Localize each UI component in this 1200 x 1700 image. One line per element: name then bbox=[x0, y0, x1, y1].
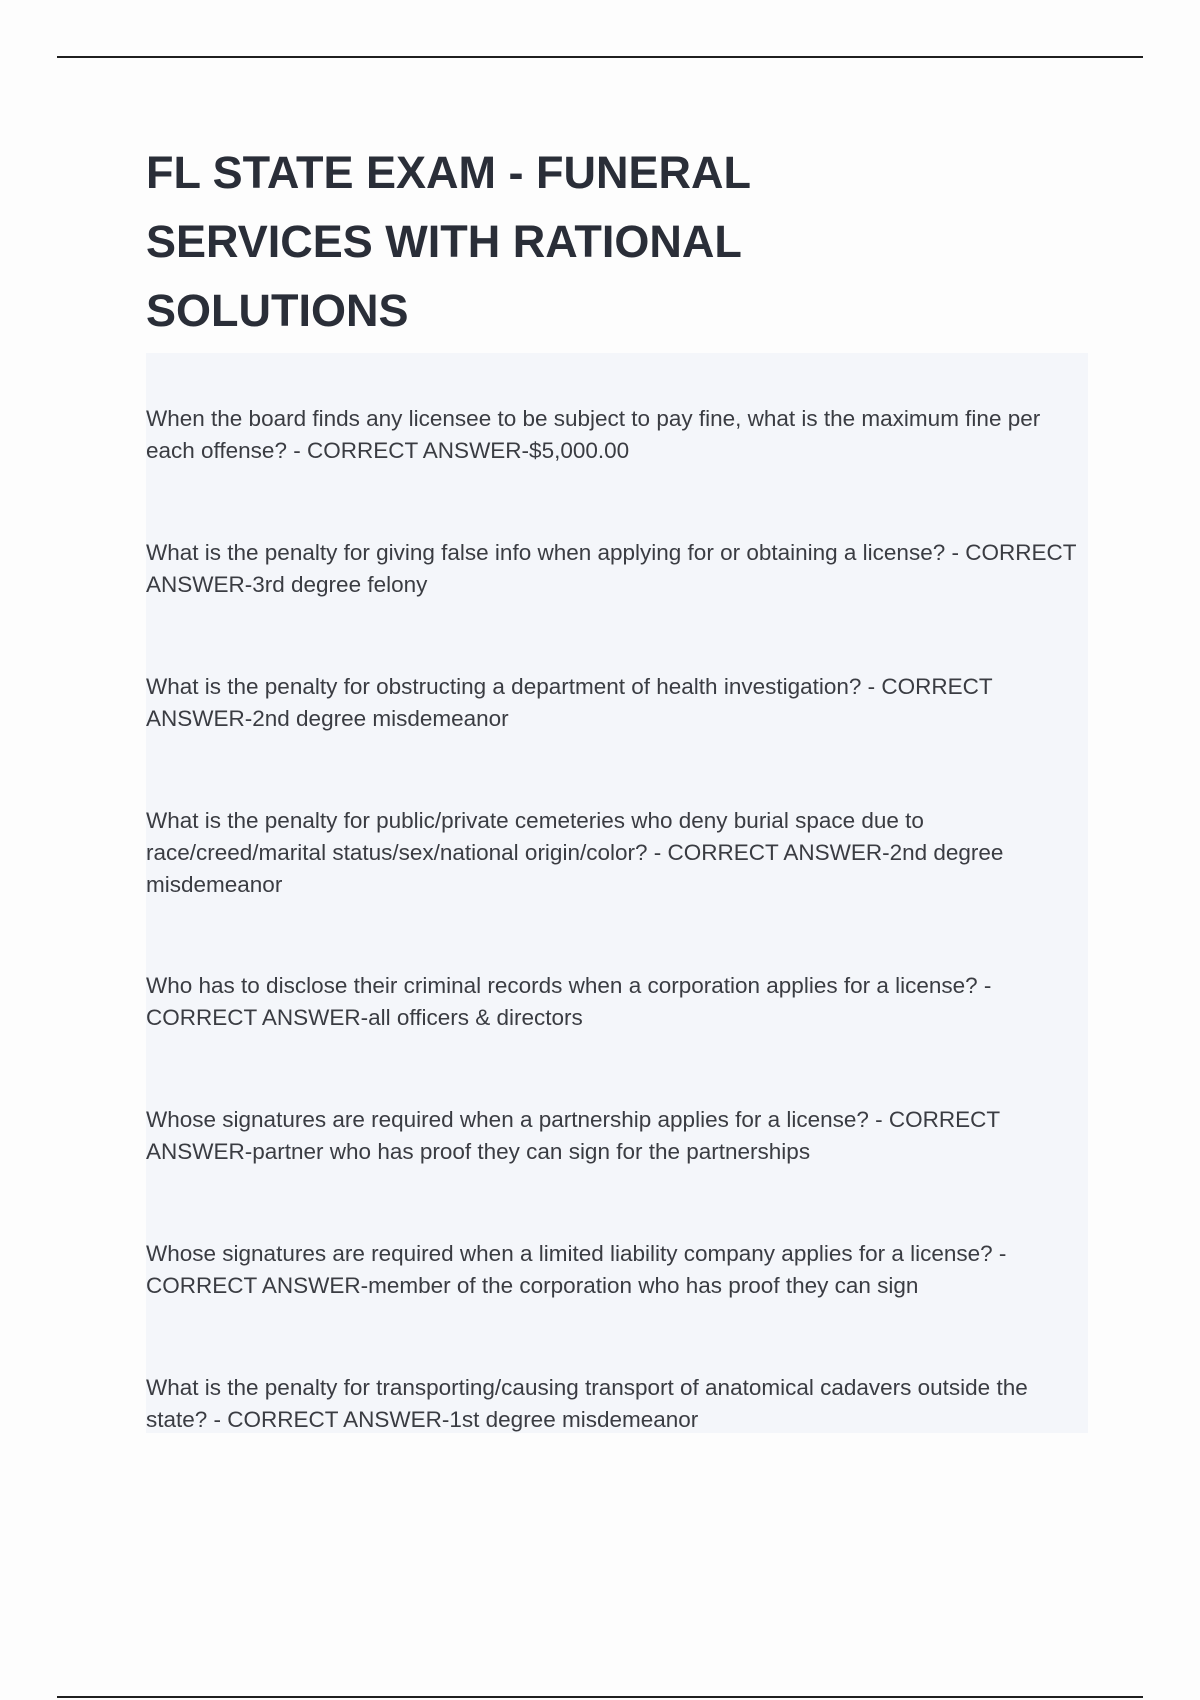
qa-item: What is the penalty for public/private cemeteries who deny burial space due to race/creed/marital status/sex/national origin/color? - CORRECT ANSWER-2nd degree misdemeanor bbox=[146, 808, 1004, 897]
qa-item: What is the penalty for obstructing a department of health investigation? - CORRECT ANSWER-2nd degree misdemeanor bbox=[146, 674, 993, 731]
qa-panel bbox=[146, 353, 1088, 1433]
qa-item: What is the penalty for transporting/causing transport of anatomical cadavers outside the state? - CORRECT ANSWER-1st degree misdemeanor bbox=[146, 1375, 1028, 1432]
qa-item: Whose signatures are required when a partnership applies for a license? - CORRECT ANSWER-partner who has proof they can sign for the partnerships bbox=[146, 1107, 1000, 1164]
qa-item: When the board finds any licensee to be subject to pay fine, what is the maximum fine per each offense? - CORRECT ANSWER-$5,000.00 bbox=[146, 406, 1041, 463]
qa-item: What is the penalty for giving false info when applying for or obtaining a license? - CORRECT ANSWER-3rd degree felony bbox=[146, 540, 1077, 597]
bottom-rule bbox=[57, 1696, 1143, 1698]
top-rule bbox=[57, 56, 1143, 58]
qa-item: Who has to disclose their criminal records when a corporation applies for a license? - CORRECT ANSWER-all officers & directors bbox=[146, 973, 992, 1030]
qa-item: Whose signatures are required when a limited liability company applies for a license? - CORRECT ANSWER-member of the corporation who has proof they can sign bbox=[146, 1241, 1007, 1298]
document-title: FL STATE EXAM - FUNERAL SERVICES WITH RATIONAL SOLUTIONS bbox=[146, 147, 751, 336]
